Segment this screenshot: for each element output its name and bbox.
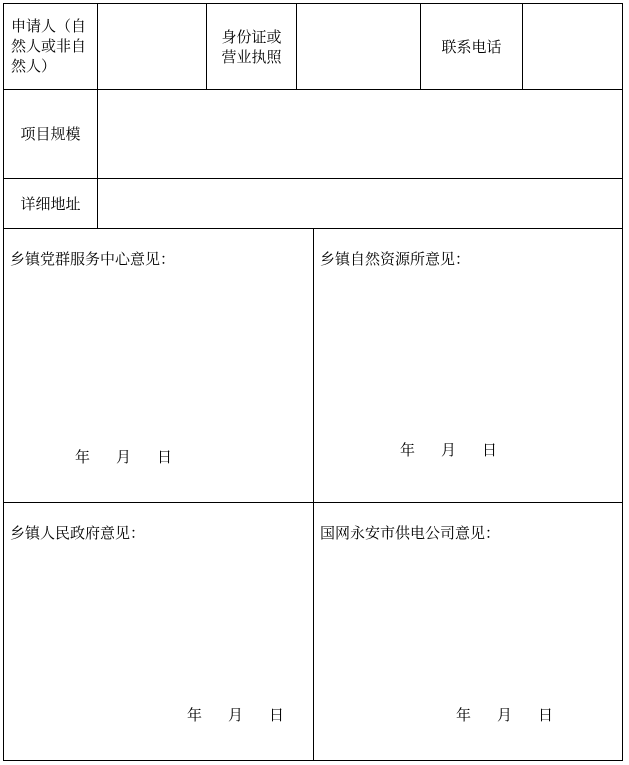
day-label: 日 <box>538 706 554 724</box>
address-value-cell[interactable] <box>98 179 622 228</box>
applicant-label-line-2: 然人或非自 <box>11 37 87 55</box>
phone-label-text: 联系电话 <box>441 37 502 56</box>
natural-resources-date <box>400 440 497 460</box>
address-label <box>4 179 97 228</box>
month-label: 月 <box>497 706 513 724</box>
address-label-text: 详细地址 <box>20 194 81 213</box>
township-government-opinion-title: 乡镇人民政府意见： <box>10 524 146 542</box>
natural-resources-opinion-title: 乡镇自然资源所意见： <box>320 250 471 268</box>
township-government-date <box>187 705 284 725</box>
project-scale-label-text: 项目规模 <box>20 125 81 143</box>
applicant-value-cell[interactable] <box>98 4 206 89</box>
id-label-line-2: 营业执照 <box>221 47 282 66</box>
year-label: 年 <box>187 706 203 724</box>
year-label: 年 <box>75 448 91 466</box>
phone-label <box>421 4 522 89</box>
township-service-opinion-title: 乡镇党群服务中心意见： <box>10 250 176 268</box>
applicant-label-line-3: 然人） <box>11 57 57 75</box>
project-scale-value-cell[interactable] <box>98 90 622 178</box>
phone-value-cell[interactable] <box>523 4 622 89</box>
month-label: 月 <box>116 448 132 466</box>
month-label: 月 <box>441 441 457 459</box>
year-label: 年 <box>456 706 472 724</box>
power-company-opinion-title: 国网永安市供电公司意见： <box>320 524 501 542</box>
power-company-date <box>456 705 553 725</box>
id-label-line-1: 身份证或 <box>221 27 282 46</box>
applicant-label-line-1: 申请人（自 <box>11 17 87 35</box>
day-label: 日 <box>482 441 498 459</box>
day-label: 日 <box>157 448 173 466</box>
natural-resources-opinion-cell[interactable] <box>314 229 622 502</box>
project-scale-label <box>4 90 97 178</box>
day-label: 日 <box>269 706 285 724</box>
application-form-table <box>3 3 623 761</box>
id-license-value-cell[interactable] <box>297 4 420 89</box>
township-service-date <box>75 447 172 467</box>
month-label: 月 <box>228 706 244 724</box>
year-label: 年 <box>400 441 416 459</box>
id-license-label <box>207 4 296 89</box>
applicant-label <box>11 16 86 76</box>
